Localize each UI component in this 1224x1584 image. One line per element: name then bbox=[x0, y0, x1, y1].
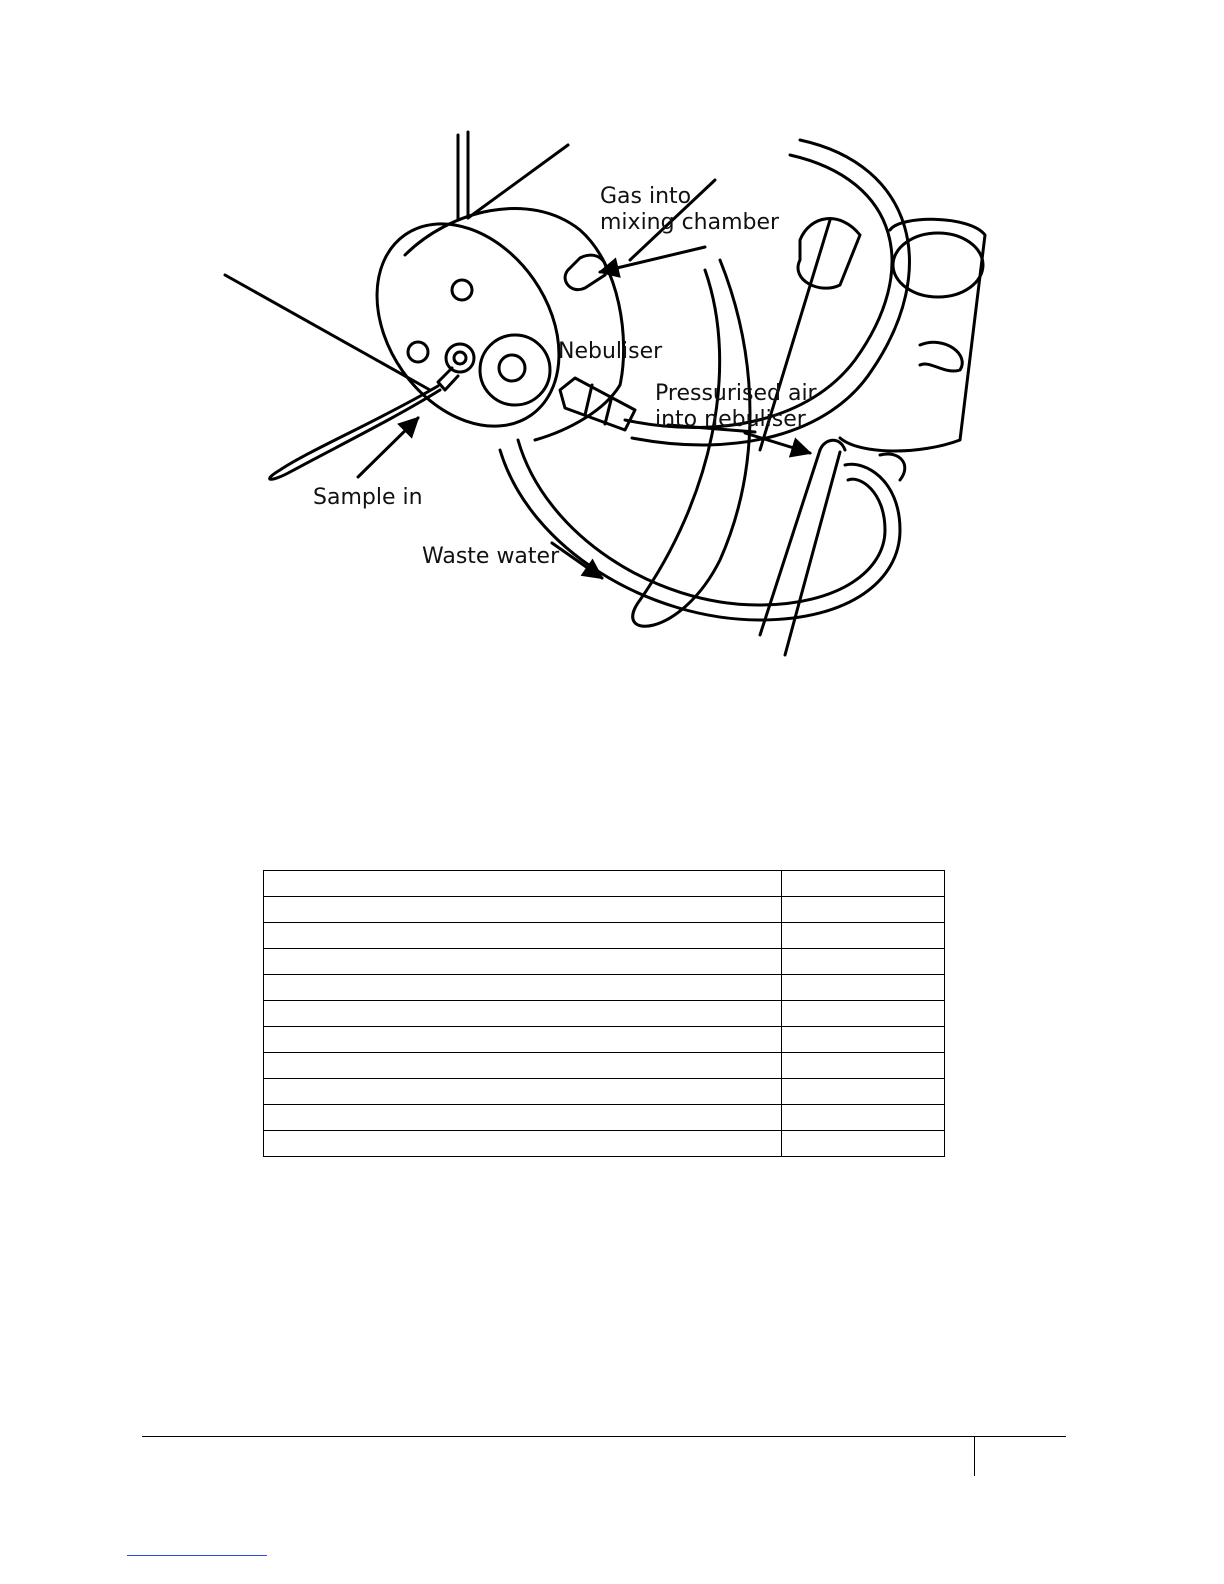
drain-elbow bbox=[820, 440, 845, 450]
label-air-line1: Pressurised air bbox=[655, 381, 817, 406]
table-cell-description bbox=[264, 1027, 782, 1053]
table-cell-value bbox=[782, 1079, 945, 1105]
chamber-port-hole bbox=[408, 342, 428, 362]
sample-loop-tube bbox=[270, 386, 440, 479]
frame-edge bbox=[225, 275, 430, 390]
table-cell-description bbox=[264, 897, 782, 923]
table-row bbox=[264, 1131, 945, 1157]
table-row bbox=[264, 923, 945, 949]
footer-divider bbox=[974, 1436, 975, 1476]
label-waste-water: Waste water bbox=[422, 544, 560, 569]
blank-answer-table bbox=[263, 870, 945, 1157]
table-row bbox=[264, 1053, 945, 1079]
label-air-line2: into nebuliser bbox=[655, 407, 806, 432]
table-cell-description bbox=[264, 923, 782, 949]
nebuliser-mixing-chamber-diagram bbox=[200, 120, 1020, 680]
spray-bottle-handle bbox=[920, 342, 962, 371]
footer-rule bbox=[142, 1436, 1066, 1437]
table-cell-description bbox=[264, 1079, 782, 1105]
drain-pipe bbox=[760, 450, 820, 635]
table-cell-value bbox=[782, 1001, 945, 1027]
table-row bbox=[264, 1027, 945, 1053]
table-cell-description bbox=[264, 871, 782, 897]
label-gas-line1: Gas into bbox=[600, 184, 692, 209]
nebuliser-band bbox=[585, 385, 592, 415]
hyperlink-underline bbox=[127, 1555, 267, 1556]
table-cell-value bbox=[782, 1131, 945, 1157]
spray-bottle-top bbox=[893, 233, 983, 297]
table-row bbox=[264, 897, 945, 923]
mixing-chamber-face bbox=[339, 189, 596, 461]
nebuliser-body bbox=[560, 378, 635, 430]
tube-loop-lower-inner bbox=[518, 440, 885, 605]
chamber-outlet-inner bbox=[499, 355, 525, 381]
table-cell-description bbox=[264, 1105, 782, 1131]
table-row bbox=[264, 975, 945, 1001]
label-gas-line2: mixing chamber bbox=[600, 210, 780, 235]
table-row bbox=[264, 949, 945, 975]
table-cell-value bbox=[782, 871, 945, 897]
sample-arrow bbox=[358, 418, 418, 477]
table-cell-value bbox=[782, 975, 945, 1001]
spray-bottle-bracket bbox=[798, 219, 860, 289]
table-cell-value bbox=[782, 949, 945, 975]
table-cell-value bbox=[782, 897, 945, 923]
table-cell-description bbox=[264, 1131, 782, 1157]
table-cell-description bbox=[264, 1053, 782, 1079]
table-cell-description bbox=[264, 1001, 782, 1027]
table-cell-value bbox=[782, 1053, 945, 1079]
table-row bbox=[264, 1079, 945, 1105]
label-nebuliser: Nebuliser bbox=[558, 339, 663, 364]
table-cell-description bbox=[264, 975, 782, 1001]
table-row bbox=[264, 1001, 945, 1027]
table-cell-value bbox=[782, 1105, 945, 1131]
chamber-port-hole bbox=[452, 280, 472, 300]
table-cell-value bbox=[782, 923, 945, 949]
sample-inlet-fitting-inner bbox=[454, 352, 466, 364]
drain-elbow bbox=[880, 454, 905, 480]
label-sample-in: Sample in bbox=[313, 485, 423, 510]
table-cell-value bbox=[782, 1027, 945, 1053]
drain-pipe bbox=[785, 452, 840, 655]
spray-bottle-body bbox=[840, 219, 985, 451]
table-row bbox=[264, 871, 945, 897]
chamber-outlet-ring bbox=[480, 335, 550, 405]
table-cell-description bbox=[264, 949, 782, 975]
table-row bbox=[264, 1105, 945, 1131]
gas-arrow bbox=[600, 247, 705, 272]
